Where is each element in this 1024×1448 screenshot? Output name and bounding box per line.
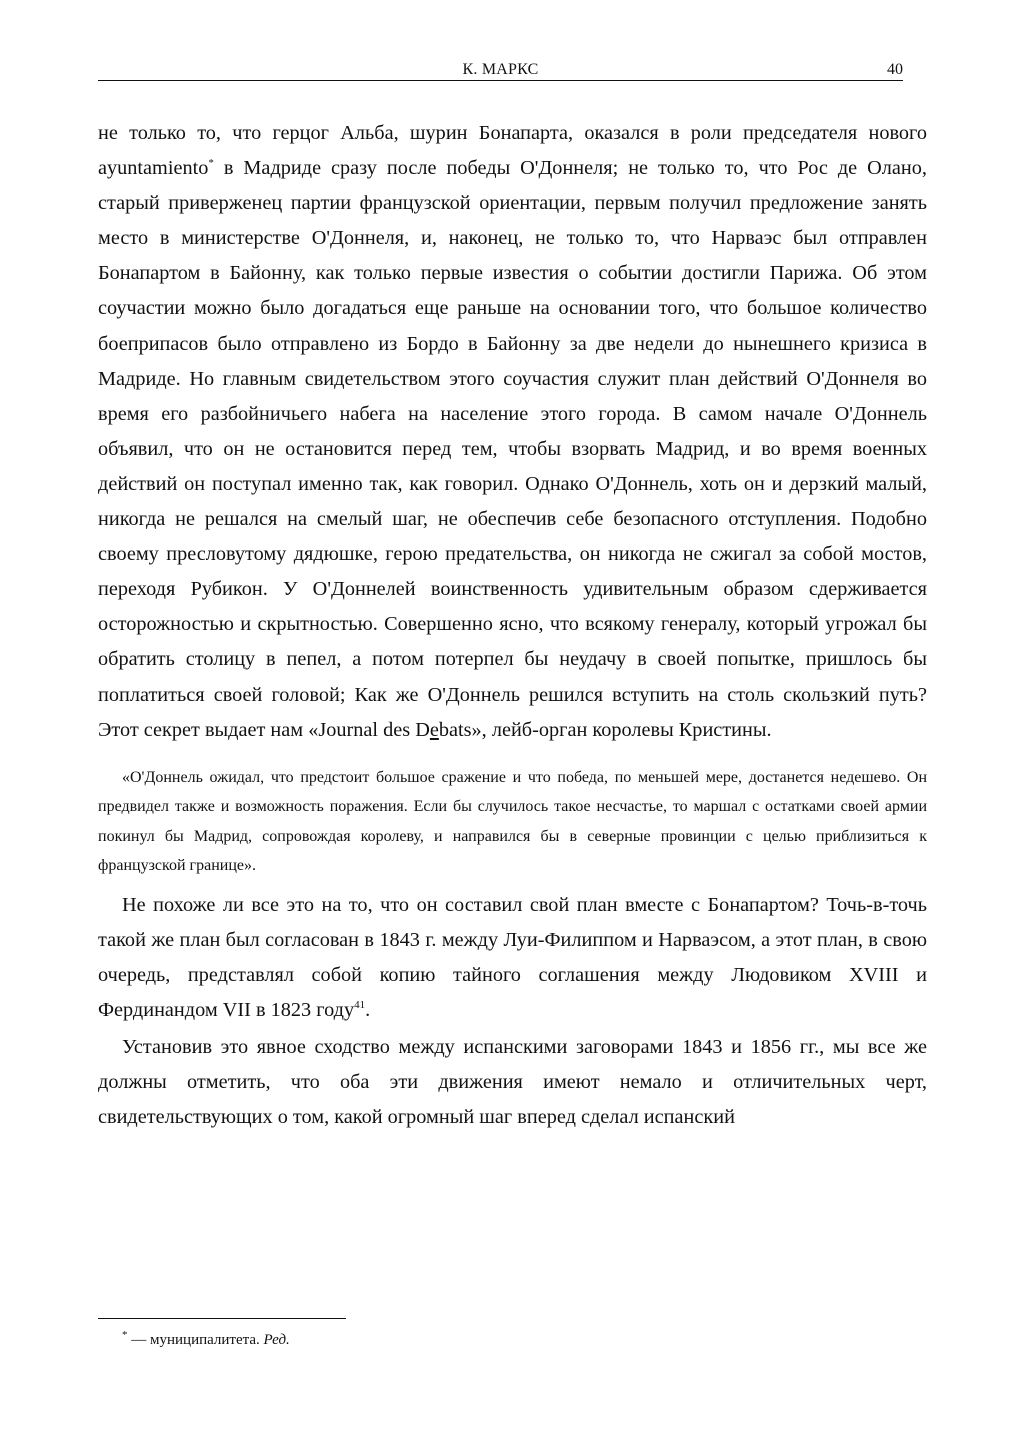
footnote-editor: Ред. — [263, 1332, 290, 1348]
page-number: 40 — [887, 61, 903, 78]
paragraph-2-text: Не похоже ли все это на то, что он составил свой план вместе с Бонапартом? Точь-в-точь такой же план был согласован в 1843 г. между Луи-Филиппом и Нарваэсом, а этот план, в свою очередь, представлял собой копию тайного соглашения между Людовиком XVIII и Фердинандом VII в 1823 году — [98, 894, 927, 1022]
running-header — [98, 60, 903, 81]
paragraph-2 — [98, 888, 927, 1028]
paragraph-3-block — [98, 1030, 927, 1135]
paragraph-1-part-1: не только то, что герцог Альба, шурин Бонапарта, оказался в роли председателя нового ayuntamiento — [98, 122, 927, 180]
paragraph-1-part-2: в Мадриде сразу после победы О'Доннеля; не только то, что Рос де Олано, старый приверженец партии французской ориентации, первым получил предложение занять место в министерстве О'Доннеля, и, наконец, не только то, что Нарваэс был отправлен Бонапартом в Байонну, как только первые известия о событии достигли Парижа. Об этом соучастии можно было догадаться еще раньше на основании того, что большое количество боеприпасов было отправлено из Бордо в Байонну за две недели до нынешнего кризиса в Мадриде. Но главным свидетельством этого соучастия служит план действий О'Доннеля во время его разбойничьего набега на население этого города. В самом начале О'Доннель объявил, что он не остановится перед тем, чтобы взорвать Мадрид, и во время военных действий он поступал именно так, как говорил. Однако О'Доннель, хоть он и дерзкий малый, никогда не решался на смелый шаг, не обеспечив себе безопасного отступления. Подобно своему пресловутому дядюшке, герою предательства, он никогда не сжигал за собой мостов, переходя Рубикон. У О'Доннелей воинственность удивительным образом сдерживается осторожностью и скрытностью. Совершенно ясно, что всякому генералу, который угрожал бы обратить столицу в пепел, а потом потерпел бы неудачу в своей попытке, пришлось бы поплатиться своей головой; Как же О'Доннель решился вступить на столь скользкий путь? Этот секрет выдает нам «Journal des D — [98, 157, 927, 741]
main-text — [98, 116, 927, 748]
paragraph-1-underlined-letter: e — [429, 718, 439, 741]
footnote-marker: * — [208, 157, 214, 170]
footnote-text: — муниципалитета. — [127, 1332, 264, 1348]
quote-text: «О'Доннель ожидал, что предстоит большое сражение и что победа, по меньшей мере, достанется недешево. Он предвидел также и возможность поражения. Если бы случилось такое несчастье, то маршал с остатками своей армии покинул бы Мадрид, сопровождая королеву, и направился бы в северные провинции с целью приблизиться к французской границе». — [98, 769, 927, 875]
paragraph-2-end: . — [365, 999, 371, 1022]
paragraph-3: Установив это явное сходство между испанскими заговорами 1843 и 1856 гг., мы все же должны отметить, что оба эти движения имеют немало и отличительных черт, свидетельствующих о том, какой огромный шаг вперед сделал испанский — [98, 1036, 927, 1129]
footnote — [122, 1330, 290, 1350]
paragraph-1 — [98, 116, 927, 748]
paragraph-2-block — [98, 888, 927, 1028]
footnote-rule — [98, 1318, 346, 1319]
paragraph-1-part-3: bats», лейб-орган королевы Кристины. — [438, 718, 772, 741]
header-author: К. МАРКС — [462, 61, 539, 78]
block-quote — [98, 763, 927, 881]
endnote-marker: 41 — [354, 999, 366, 1012]
footnote-mark: * — [122, 1329, 128, 1341]
